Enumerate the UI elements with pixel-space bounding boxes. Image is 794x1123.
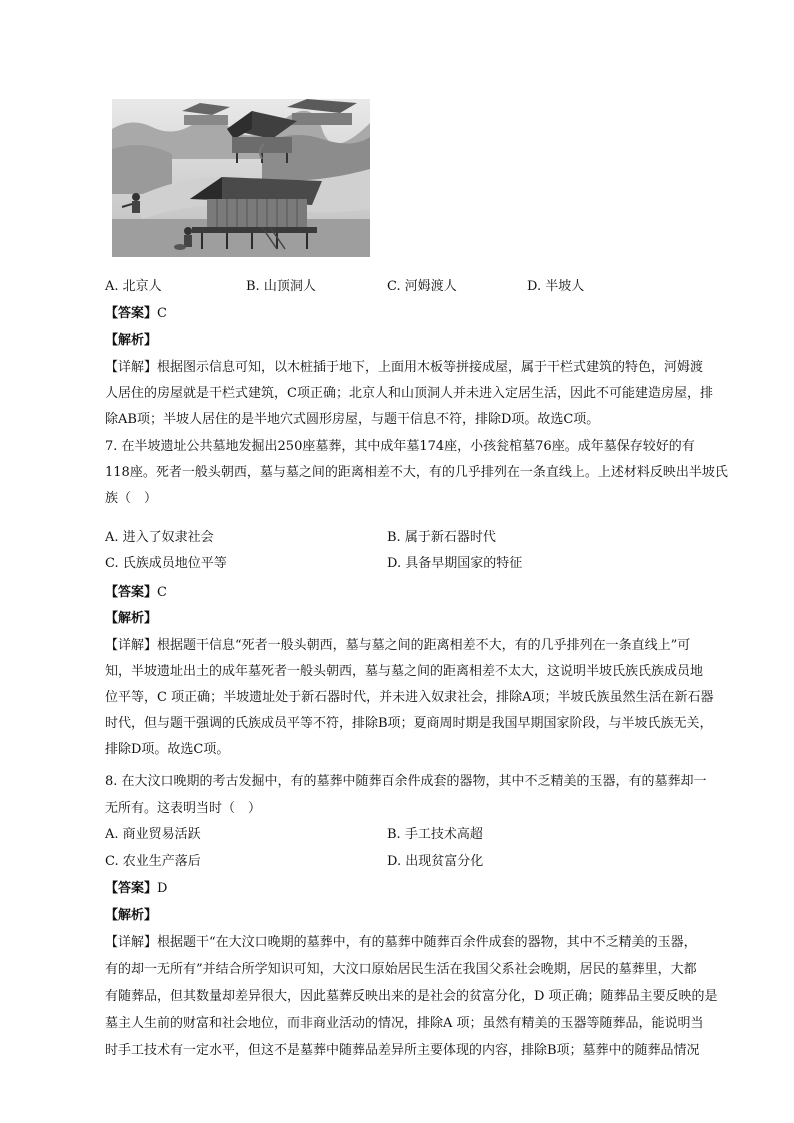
q8-detail-line-1: 【详解】根据题干“在大汶口晚期的墓葬中，有的墓葬中随葬百余件成套的器物，其中不乏精美的玉器， <box>105 935 697 950</box>
q7-detail-line-2: 知，半坡遗址出土的成年墓死者一般头朝西，墓与墓之间的距离相差不太大，这说明半坡氏族氏族成员地 <box>105 664 704 679</box>
q6-analysis-label: 【解析】 <box>105 333 158 348</box>
q7-stem-line-1: 7. 在半坡遗址公共墓地发掘出250座墓葬，其中成年墓174座，小孩瓮棺墓76座。成年墓保存较好的有 <box>105 439 695 454</box>
q6-detail-line-2: 人居住的房屋就是干栏式建筑，C项正确；北京人和山顶洞人并未进入定居生活，因此不可能建造房屋，排 <box>105 386 713 401</box>
q8-detail-line-5: 时手工技术有一定水平，但这不是墓葬中随葬品差异所主要体现的内容，排除B项；墓葬中的随葬品情况 <box>105 1043 700 1058</box>
q7-option-b: B. 属于新石器时代 <box>387 530 496 545</box>
q8-option-b: B. 手工技术高超 <box>387 827 483 842</box>
q8-detail-line-2: 有的却一无所有”并结合所学知识可知，大汶口原始居民生活在我国父系社会晚期，居民的墓葬里，大都 <box>105 962 697 977</box>
q6-answer <box>105 305 167 323</box>
q7-detail-line-4: 时代，但与题干强调的氏族成员平等不符，排除B项；夏商周时期是我国早期国家阶段，与半坡氏族无关， <box>105 716 713 731</box>
q8-answer <box>105 880 167 898</box>
q7-detail-line-5: 排除D项。故选C项。 <box>105 742 230 757</box>
q8-detail-line-3: 有随葬品，但其数量却差异很大，因此墓葬反映出来的是社会的贫富分化，D 项正确；随葬品主要反映的是 <box>105 989 718 1004</box>
q7-option-d: D. 具备早期国家的特征 <box>387 556 523 571</box>
q7-stem-line-2: 118座。死者一般头朝西，墓与墓之间的距离相差不大，有的几乎排列在一条直线上。上述材料反映出半坡氏 <box>105 465 728 480</box>
q7-detail-line-1: 【详解】根据题干信息“死者一般头朝西，墓与墓之间的距离相差不大，有的几乎排列在一条直线上”可 <box>105 638 691 653</box>
q8-analysis-label: 【解析】 <box>105 908 158 923</box>
answer-label: 【答案】 <box>105 306 158 321</box>
answer-value: C <box>157 585 167 600</box>
q7-answer <box>105 584 167 602</box>
stilt-house-illustration <box>112 99 370 257</box>
q6-option-c: C. 河姆渡人 <box>387 279 457 294</box>
q6-option-d: D. 半坡人 <box>527 279 585 294</box>
q8-stem-line-2: 无所有。这表明当时（ ） <box>105 801 262 816</box>
q8-option-c: C. 农业生产落后 <box>105 854 201 869</box>
q8-stem-line-1: 8. 在大汶口晚期的考古发掘中，有的墓葬中随葬百余件成套的器物，其中不乏精美的玉器，有的墓葬却一 <box>105 774 707 789</box>
q7-option-c: C. 氏族成员地位平等 <box>105 556 227 571</box>
q8-detail-line-4: 墓主人生前的财富和社会地位，而非商业活动的情况，排除A 项；虽然有精美的玉器等随葬品，能说明当 <box>105 1016 704 1031</box>
q7-analysis-label: 【解析】 <box>105 611 158 626</box>
q8-option-a: A. 商业贸易活跃 <box>105 827 201 842</box>
answer-value: D <box>157 881 168 896</box>
answer-label: 【答案】 <box>105 585 158 600</box>
q6-detail-line-3: 除AB项；半坡人居住的是半地穴式圆形房屋，与题干信息不符，排除D项。故选C项。 <box>105 412 600 427</box>
q6-detail-line-1: 【详解】根据图示信息可知，以木桩插于地下，上面用木板等拼接成屋，属于干栏式建筑的特色，河姆渡 <box>105 360 704 375</box>
q6-option-a: A. 北京人 <box>105 279 162 294</box>
stilt-house-image <box>112 99 370 257</box>
q7-detail-line-3: 位平等，C 项正确；半坡遗址处于新石器时代，并未进入奴隶社会，排除A项；半坡氏族虽然生活在新石器 <box>105 690 714 705</box>
q7-option-a: A. 进入了奴隶社会 <box>105 530 214 545</box>
q8-option-d: D. 出现贫富分化 <box>387 854 484 869</box>
answer-value: C <box>157 306 167 321</box>
answer-label: 【答案】 <box>105 881 158 896</box>
q6-option-b: B. 山顶洞人 <box>246 279 316 294</box>
q7-stem-line-3: 族（ ） <box>105 491 158 506</box>
